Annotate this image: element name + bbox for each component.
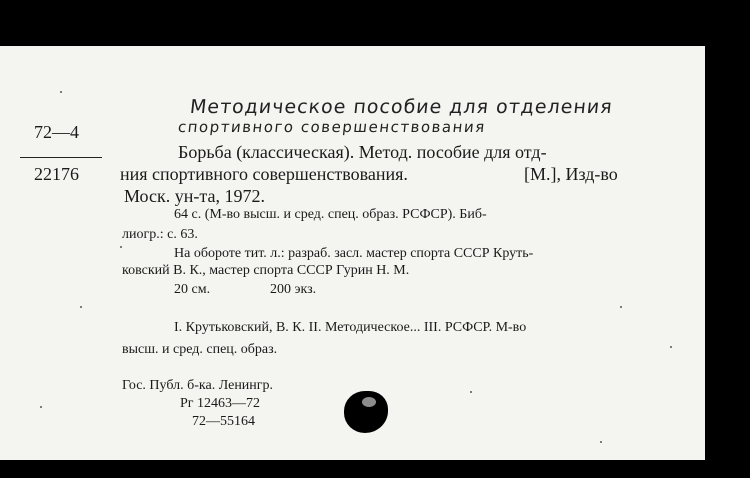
notes-size: 20 см. xyxy=(174,282,211,297)
entry-title-line3: Моск. ун-та, 1972. xyxy=(124,186,265,206)
ink-blot xyxy=(344,391,388,433)
notes-copies: 200 экз. xyxy=(270,282,317,297)
handwritten-note-line1: Методическое пособие для отделения xyxy=(188,96,614,118)
tracings-line2: высш. и сред. спец. образ. xyxy=(122,342,278,357)
handwritten-note-line2: спортивного совершенствования xyxy=(177,118,487,136)
call-number-bottom: 22176 xyxy=(34,164,79,184)
call-number-divider xyxy=(20,157,102,158)
dust-speck xyxy=(620,306,622,308)
tracings-line1: I. Крутьковский, В. К. II. Методическое... III. РСФСР. М-во xyxy=(174,320,527,335)
catalog-card xyxy=(0,46,705,460)
notes-line2: лиогр.: с. 63. xyxy=(122,227,198,242)
footer-card-number: 72—55164 xyxy=(192,414,255,429)
dust-speck xyxy=(80,306,82,308)
dust-speck xyxy=(40,406,42,408)
notes-line1: 64 с. (М-во высш. и сред. спец. образ. РСФСР). Биб- xyxy=(174,207,487,222)
footer-order-number: Рг 12463—72 xyxy=(180,396,261,411)
call-number-top: 72—4 xyxy=(34,122,79,142)
notes-line4: ковский В. К., мастер спорта СССР Гурин Н. М. xyxy=(122,263,410,278)
footer-library: Гос. Публ. б-ка. Ленингр. xyxy=(122,378,274,393)
dust-speck xyxy=(670,346,672,348)
dust-speck xyxy=(120,246,122,248)
entry-title-line1: Борьба (классическая). Метод. пособие для отд- xyxy=(178,142,547,162)
dust-speck xyxy=(60,91,62,93)
entry-title-line2: ния спортивного совершенствования. xyxy=(120,164,408,184)
notes-line3: На обороте тит. л.: разраб. засл. мастер спорта СССР Круть- xyxy=(174,246,534,261)
entry-publisher-place: [М.], Изд-во xyxy=(524,164,618,184)
dust-speck xyxy=(470,391,472,393)
dust-speck xyxy=(600,441,602,443)
